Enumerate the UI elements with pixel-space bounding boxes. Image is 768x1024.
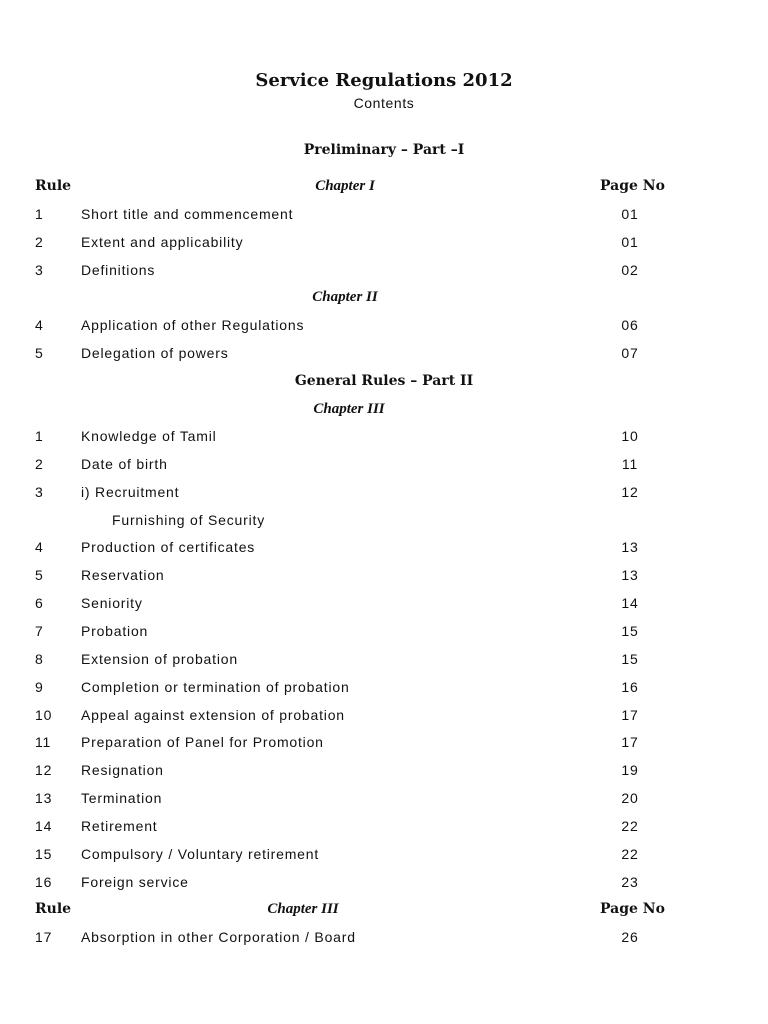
rule-number: 15 [35,846,53,862]
page-number: 19 [621,762,639,778]
toc-row [0,679,768,699]
rule-number: 2 [35,234,44,250]
page-number: 01 [621,206,639,222]
rule-title: Extent and applicability [81,234,244,250]
toc-row [0,539,768,559]
rule-title: Application of other Regulations [81,317,305,333]
rule-number: 1 [35,206,44,222]
rule-column-header: Rule [35,901,72,917]
rule-title: Date of birth [81,456,168,472]
rule-title: Reservation [81,567,165,583]
rule-number: 7 [35,623,44,639]
page-number: 13 [621,567,639,583]
rule-title: Compulsory / Voluntary retirement [81,846,320,862]
toc-row [0,345,768,365]
page-number: 01 [621,234,639,250]
toc-row [0,456,768,476]
toc-row [0,484,768,504]
toc-row [0,846,768,866]
toc-row [0,734,768,754]
page-column-header: Page No [600,178,665,194]
toc-row [0,929,768,949]
page-column-header: Page No [600,901,665,917]
rule-number: 3 [35,262,44,278]
page-number: 15 [621,623,639,639]
rule-title: Completion or termination of probation [81,679,350,695]
page-number: 12 [621,484,639,500]
toc-row [0,595,768,615]
toc-row [0,512,768,532]
rule-title: Appeal against extension of probation [81,707,345,723]
toc-row [0,206,768,226]
toc-row [0,262,768,282]
toc-row [0,567,768,587]
rule-title: Resignation [81,762,164,778]
rule-title: Termination [81,790,163,806]
rule-number: 16 [35,874,53,890]
rule-number: 11 [35,734,52,750]
rule-title: Delegation of powers [81,345,229,361]
rule-title: Retirement [81,818,158,834]
document-title: Service Regulations 2012 [255,70,513,91]
rule-title: Probation [81,623,149,639]
rule-number: 8 [35,651,44,667]
toc-row [0,623,768,643]
page-number: 22 [621,818,639,834]
chapter-heading: Chapter III [267,901,339,917]
page-number: 20 [621,790,639,806]
page-number: 26 [621,929,639,945]
rule-number: 3 [35,484,44,500]
chapter-heading: Chapter III [313,401,385,417]
rule-title: Short title and commencement [81,206,294,222]
chapter-heading: Chapter II [312,289,378,305]
rule-title: Extension of probation [81,651,238,667]
rule-number: 1 [35,428,44,444]
toc-row [0,317,768,337]
rule-column-header: Rule [35,178,72,194]
page-number: 06 [621,317,639,333]
rule-number: 13 [35,790,53,806]
page-number: 16 [621,679,639,695]
rule-title: Furnishing of Security [112,512,265,528]
rule-number: 12 [35,762,53,778]
toc-row [0,762,768,782]
page-number: 11 [621,456,639,472]
rule-number: 4 [35,539,44,555]
rule-number: 6 [35,595,44,611]
rule-number: 2 [35,456,44,472]
rule-title: Knowledge of Tamil [81,428,217,444]
toc-row [0,874,768,894]
rule-title: Foreign service [81,874,189,890]
toc-row [0,818,768,838]
toc-row [0,790,768,810]
page-number: 23 [621,874,639,890]
page-number: 15 [621,651,639,667]
rule-title: Absorption in other Corporation / Board [81,929,356,945]
rule-number: 14 [35,818,53,834]
page-number: 10 [621,428,639,444]
toc-row [0,707,768,727]
rule-number: 17 [35,929,53,945]
page-number: 02 [621,262,639,278]
page-number: 17 [621,707,639,723]
toc-row [0,428,768,448]
part-one-heading: Preliminary – Part –I [303,142,465,158]
rule-title: Preparation of Panel for Promotion [81,734,324,750]
rule-number: 5 [35,567,44,583]
page-number: 13 [621,539,639,555]
rule-title: Seniority [81,595,143,611]
part-two-heading: General Rules – Part II [294,373,474,389]
page-number: 22 [621,846,639,862]
toc-row [0,651,768,671]
toc-row [0,234,768,254]
page-number: 14 [621,595,639,611]
rule-number: 9 [35,679,44,695]
rule-number: 5 [35,345,44,361]
document-subtitle: Contents [353,95,415,111]
rule-title: Definitions [81,262,156,278]
page-number: 17 [621,734,639,750]
rule-number: 4 [35,317,44,333]
rule-title: Production of certificates [81,539,256,555]
rule-title: i) Recruitment [81,484,180,500]
chapter-heading: Chapter I [315,178,375,194]
rule-number: 10 [35,707,53,723]
page-number: 07 [621,345,639,361]
